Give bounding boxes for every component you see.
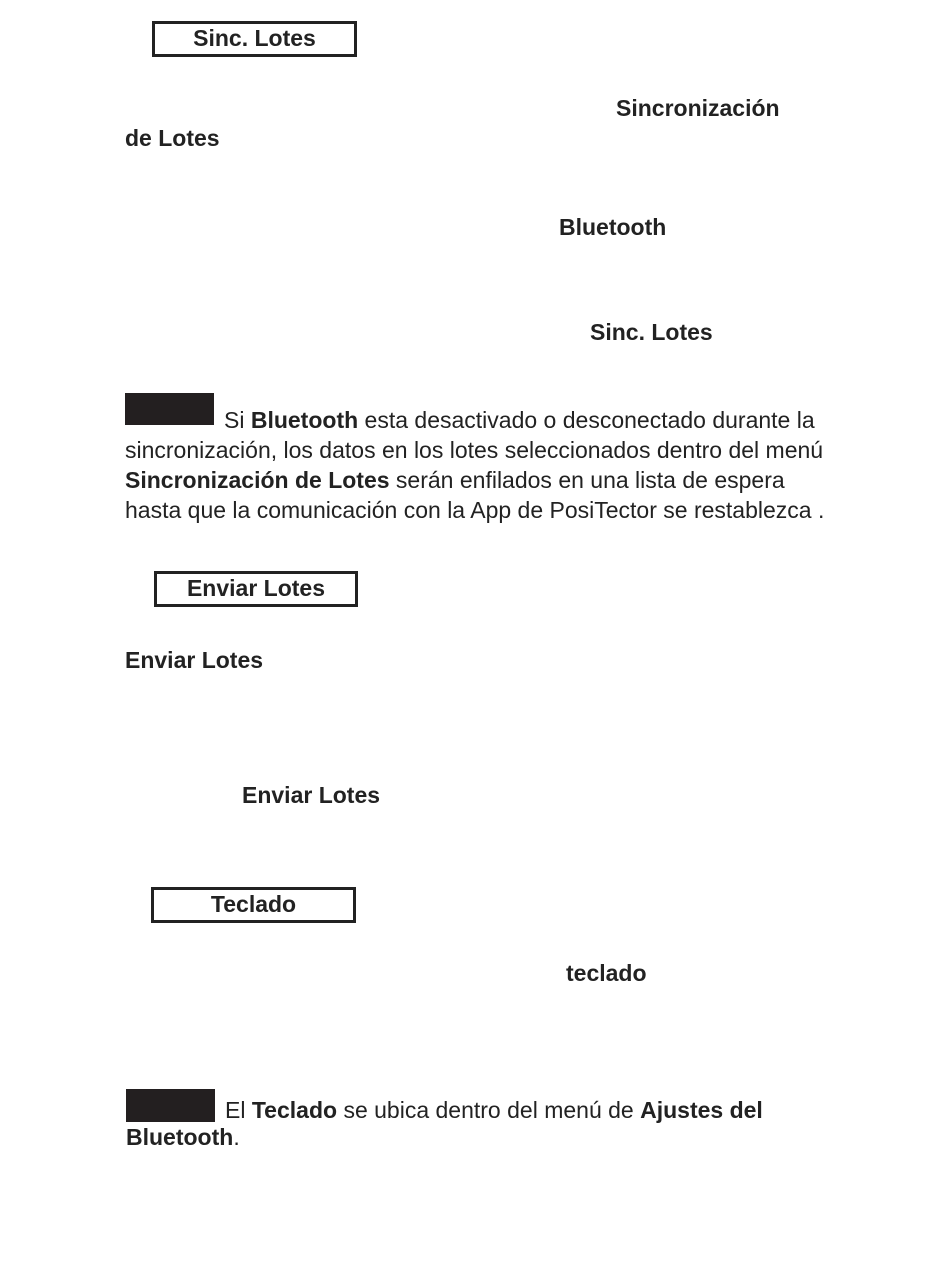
keyboard-box-label: Teclado	[151, 887, 356, 923]
note1-bold-bluetooth: Bluetooth	[250, 407, 359, 433]
note-bluetooth-paragraph	[125, 405, 825, 525]
keyboard-word: teclado	[566, 960, 647, 986]
send-batches-word-1: Enviar Lotes	[125, 647, 264, 673]
note1-text-c: serán enfilados en una lista de espera hasta que la comunicación con la App de PosiTector se restablezca .	[125, 467, 825, 523]
send-batches-box-label: Enviar Lotes	[154, 571, 358, 607]
note2-bold-keyboard: Teclado	[251, 1097, 338, 1123]
note2-text-a: El	[225, 1097, 252, 1123]
bluetooth-word: Bluetooth	[559, 214, 667, 240]
send-batches-word-2: Enviar Lotes	[242, 782, 381, 808]
sync-word-line1: Sincronización	[616, 95, 780, 121]
note1-text-a: Si	[224, 407, 251, 433]
note2-text-b: se ubica dentro del menú de	[337, 1097, 641, 1123]
sync-word-line2: de Lotes	[125, 125, 220, 151]
note-keyboard-paragraph	[126, 1097, 826, 1151]
sinc-lotes-word: Sinc. Lotes	[590, 319, 713, 345]
note2-bold-bt-settings: Ajustes del Bluetooth	[126, 1097, 763, 1150]
batch-sync-box-label: Sinc. Lotes	[152, 21, 357, 57]
note1-text-b: esta desactivado o desconectado durante la sincronización, los datos en los lotes seleccionados dentro del menú	[125, 407, 824, 463]
note1-bold-sync: Sincronización de Lotes	[125, 467, 390, 493]
note2-text-c: .	[233, 1124, 240, 1150]
